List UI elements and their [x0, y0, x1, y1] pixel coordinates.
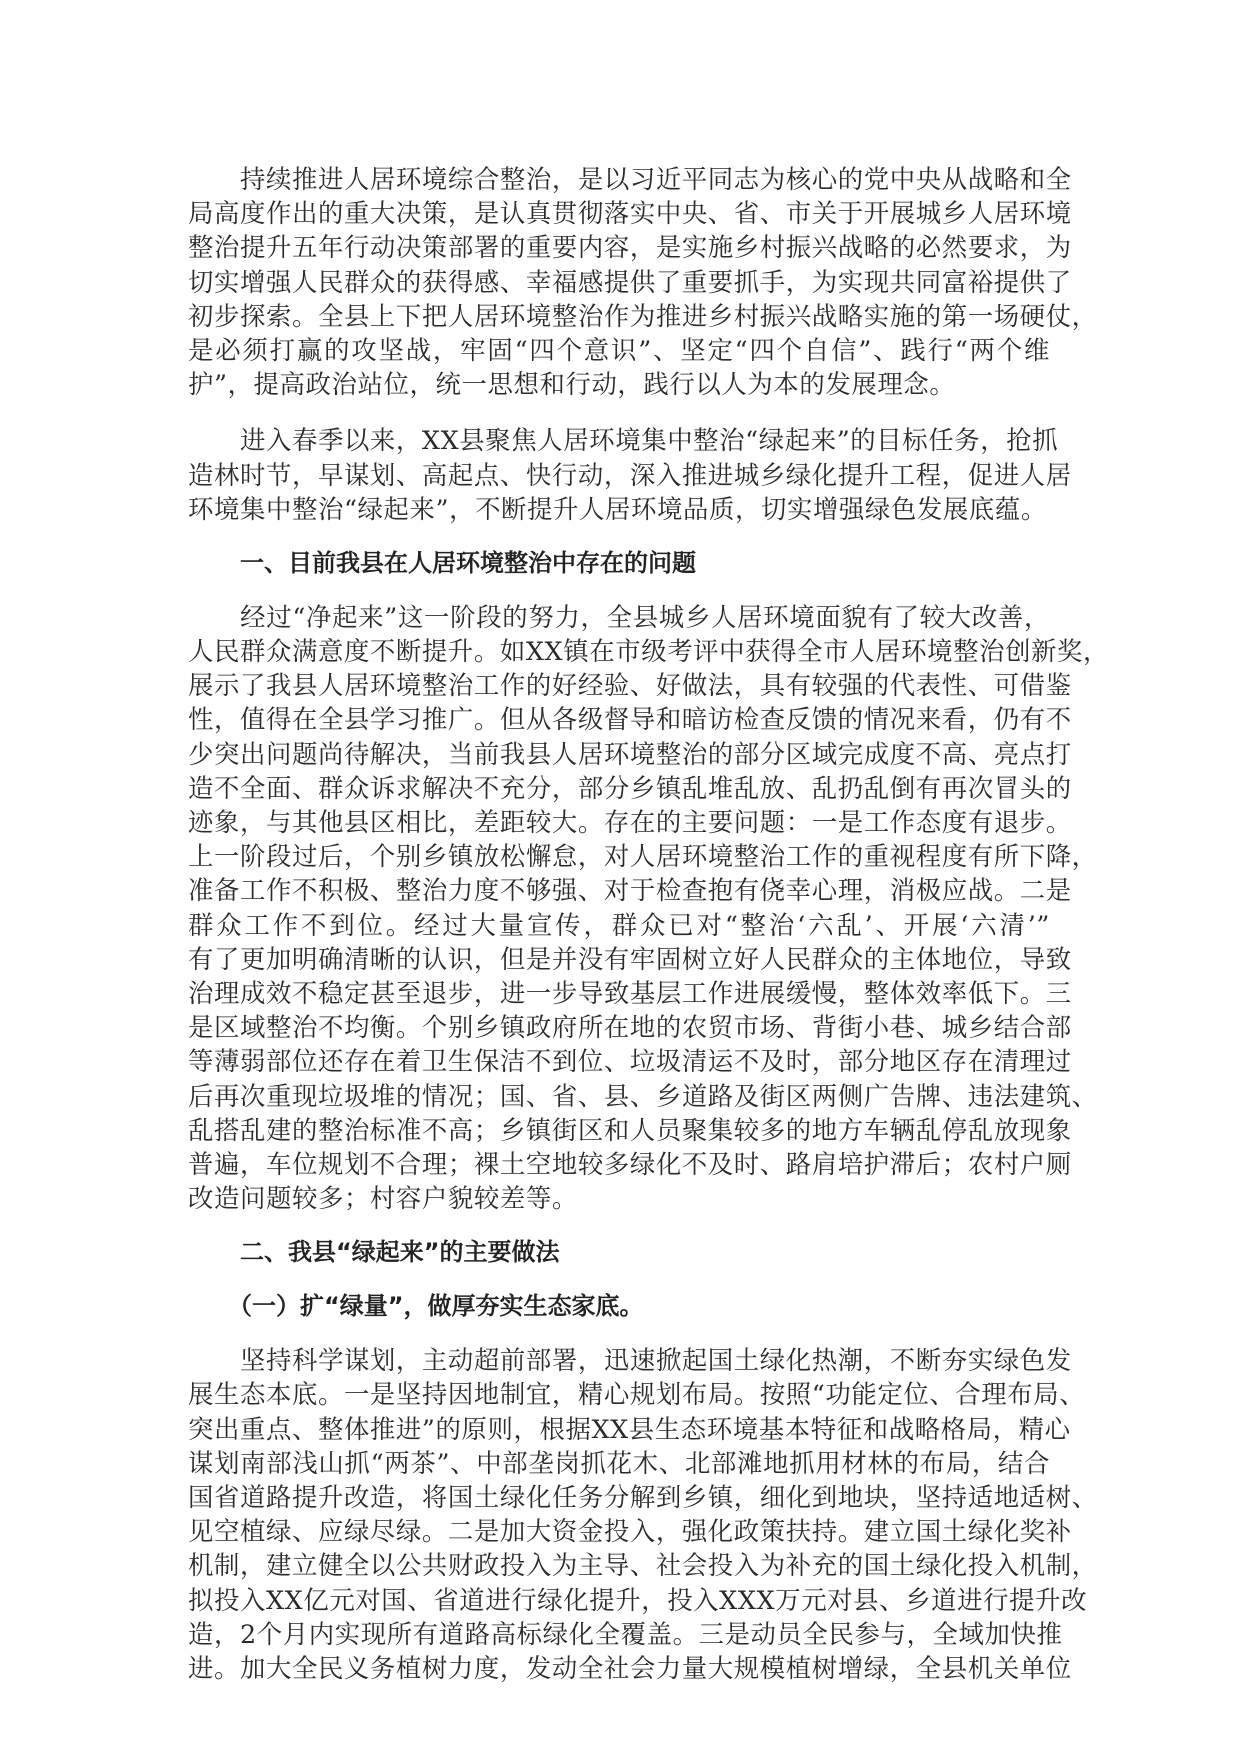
text-line: 国省道路提升改造，将国土绿化任务分解到乡镇，细化到地块，坚持适地适树、: [188, 1482, 1098, 1512]
paragraph-greening: [188, 1343, 1098, 1685]
section-heading-2: 二、我县“绿起来”的主要做法: [240, 1238, 560, 1267]
text-line: 机制，建立健全以公共财政投入为主导、社会投入为补充的国土绿化投入机制，: [188, 1550, 1098, 1581]
text-line: 准备工作不积极、整治力度不够强、对于检查抱有侥幸心理，消极应战。二是: [188, 875, 1072, 906]
text-line: 初步探索。全县上下把人居环境整治作为推进乡村振兴战略实施的第一场硬仗，: [188, 300, 1098, 331]
text-line: 进。加大全民义务植树力度，发动全社会力量大规模植树增绿，全县机关单位: [188, 1652, 1072, 1683]
text-line: 进入春季以来，XX县聚焦人居环境集中整治“绿起来”的目标任务，抢抓: [188, 425, 1059, 456]
text-line: 是必须打赢的攻坚战，牢固“四个意识”、坚定“四个自信”、践行“两个维: [188, 334, 1050, 365]
text-line: 上一阶段过后，个别乡镇放松懈怠，对人居环境整治工作的重视程度有所下降，: [188, 841, 1098, 872]
text-line: 性，值得在全县学习推广。但从各级督导和暗访检查反馈的情况来看，仍有不: [188, 704, 1072, 735]
text-line: 切实增强人民群众的获得感、幸福感提供了重要抓手，为实现共同富裕提供了: [188, 266, 1072, 297]
text-line: 迹象，与其他县区相比，差距较大。存在的主要问题：一是工作态度有退步。: [188, 807, 1072, 837]
section-heading-1: 一、目前我县在人居环境整治中存在的问题: [240, 548, 696, 577]
text-line: 少突出问题尚待解决，当前我县人居环境整治的部分区域完成度不高、亮点打: [188, 738, 1072, 769]
paragraph-problems: [188, 600, 1110, 1215]
text-line: 造不全面、群众诉求解决不充分，部分乡镇乱堆乱放、乱扔乱倒有再次冒头的: [188, 772, 1072, 803]
text-line: 人民群众满意度不断提升。如XX镇在市级考评中获得全市人居环境整治创新奖，: [188, 636, 1110, 667]
subsection-heading-1: （一）扩“绿量”，做厚夯实生态家底。: [228, 1292, 644, 1321]
text-line: 展生态本底。一是坚持因地制宜，精心规划布局。按照“功能定位、合理布局、: [188, 1379, 1086, 1410]
text-line: 展示了我县人居环境整治工作的好经验、好做法，具有较强的代表性、可借鉴: [188, 670, 1072, 701]
text-line: 见空植绿、应绿尽绿。二是加大资金投入，强化政策扶持。建立国土绿化奖补: [188, 1516, 1072, 1547]
text-line: 乱搭乱建的整治标准不高；乡镇街区和人员聚集较多的地方车辆乱停乱放现象: [188, 1114, 1072, 1145]
text-line: 等薄弱部位还存在着卫生保洁不到位、垃圾清运不及时，部分地区存在清理过: [188, 1046, 1072, 1077]
paragraph-intro: [188, 162, 1098, 401]
text-line: 局高度作出的重大决策，是认真贯彻落实中央、省、市关于开展城乡人居环境: [188, 198, 1072, 229]
text-line: 治理成效不稳定甚至退步，进一步导致基层工作进展缓慢，整体效率低下。三: [188, 977, 1072, 1008]
text-line: 普遍，车位规划不合理；裸土空地较多绿化不及时、路肩培护滞后；农村户厕: [188, 1148, 1072, 1179]
text-line: 护”，提高政治站位，统一思想和行动，践行以人为本的发展理念。: [188, 369, 956, 400]
text-line: 造，2个月内实现所有道路高标绿化全覆盖。三是动员全民参与，全域加快推: [188, 1618, 1063, 1649]
text-line: 突出重点、整体推进”的原则，根据XX县生态环境基本特征和战略格局，精心: [188, 1413, 1071, 1444]
paragraph-spring: [188, 423, 1072, 526]
text-line: 环境集中整治“绿起来”，不断提升人居环境品质，切实增强绿色发展底蕴。: [188, 493, 1047, 524]
text-line: 经过“净起来”这一阶段的努力，全县城乡人居环境面貌有了较大改善，: [188, 601, 1050, 632]
text-line: 群众工作不到位。经过大量宣传，群众已对“整治‘六乱’、开展‘六清’”: [188, 909, 1050, 940]
text-line: 整治提升五年行动决策部署的重要内容，是实施乡村振兴战略的必然要求，为: [188, 232, 1072, 263]
text-line: 有了更加明确清晰的认识，但是并没有牢固树立好人民群众的主体地位，导致: [188, 943, 1072, 974]
text-line: 造林时节，早谋划、高起点、快行动，深入推进城乡绿化提升工程，促进人居: [188, 459, 1072, 490]
text-line: 拟投入XX亿元对国、省道进行绿化提升，投入XXX万元对县、乡道进行提升改: [188, 1584, 1088, 1615]
document-page: [188, 162, 1110, 1685]
text-line: 是区域整治不均衡。个别乡镇政府所在地的农贸市场、背街小巷、城乡结合部: [188, 1012, 1072, 1043]
text-line: 改造问题较多；村容户貌较差等。: [188, 1183, 578, 1214]
text-line: 坚持科学谋划，主动超前部署，迅速掀起国土绿化热潮，不断夯实绿色发: [188, 1345, 1072, 1376]
text-line: 后再次重现垃圾堆的情况；国、省、县、乡道路及街区两侧广告牌、违法建筑、: [188, 1080, 1098, 1111]
text-line: 持续推进人居环境综合整治，是以习近平同志为核心的党中央从战略和全: [188, 164, 1072, 194]
text-line: 谋划南部浅山抓“两茶”、中部垄岗抓花木、北部滩地抓用材林的布局，结合: [188, 1447, 1050, 1478]
